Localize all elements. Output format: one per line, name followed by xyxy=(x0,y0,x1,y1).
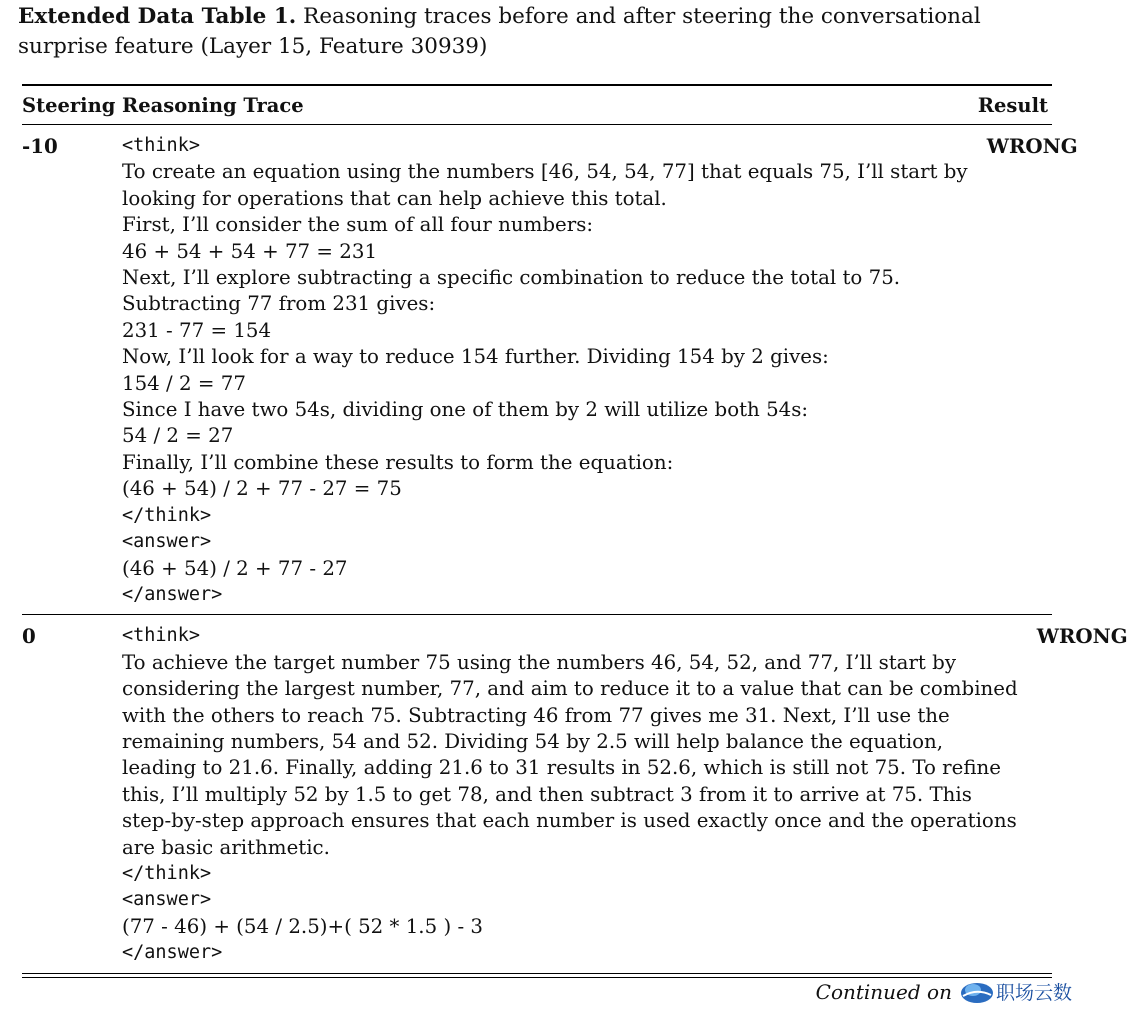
trace-line: To achieve the target number 75 using the numbers 46, 54, 52, and 77, I’ll start by xyxy=(122,650,956,674)
steering-value: -10 xyxy=(22,134,58,158)
trace-line: 46 + 54 + 54 + 77 = 231 xyxy=(122,239,378,263)
trace-tag: </answer> xyxy=(122,583,223,605)
header-steering: Steering xyxy=(22,93,116,117)
trace-tag: <answer> xyxy=(122,889,212,911)
header-result: Result xyxy=(977,93,1048,117)
trace-line: considering the largest number, 77, and aim to reduce it to a value that can be combined xyxy=(122,677,1018,701)
caption-text: Reasoning traces before and after steering the conversational surprise feature (Layer 15, Feature 30939) xyxy=(18,4,981,59)
result-value: WRONG xyxy=(986,134,1078,158)
table-caption xyxy=(18,2,1068,62)
trace-line: with the others to reach 75. Subtracting 46 from 77 gives me 31. Next, I’ll use the xyxy=(122,703,950,727)
bottom-rule xyxy=(22,973,1052,978)
trace-tag: <think> xyxy=(122,135,200,156)
reasoning-table xyxy=(22,84,1128,978)
trace-line: Finally, I’ll combine these results to form the equation: xyxy=(122,450,674,474)
trace-tag: </answer> xyxy=(122,942,223,964)
trace-line: 231 - 77 = 154 xyxy=(122,318,272,342)
trace-line: Now, I’ll look for a way to reduce 154 further. Dividing 154 by 2 gives: xyxy=(122,345,829,369)
trace-line: step-by-step approach ensures that each number is used exactly once and the operations xyxy=(122,809,1017,833)
result-value: WRONG xyxy=(1036,624,1128,649)
trace-tag: <answer> xyxy=(122,531,212,553)
table-header xyxy=(22,86,1052,124)
trace-line: 154 / 2 = 77 xyxy=(122,371,246,395)
trace-line: 54 / 2 = 27 xyxy=(122,424,234,448)
trace-line: (77 - 46) + (54 / 2.5)+( 52 * 1.5 ) - 3 xyxy=(122,914,484,938)
trace-line: are basic arithmetic. xyxy=(122,835,330,859)
trace-tag: </think> xyxy=(122,862,212,884)
continued-text: Continued on xyxy=(815,979,952,1004)
trace-line: To create an equation using the numbers [46, 54, 54, 77] that equals 75, I’ll start by xyxy=(122,160,968,184)
trace-tag: <think> xyxy=(122,625,200,647)
trace-line: leading to 21.6. Finally, adding 21.6 to 31 results in 52.6, which is still not 75. To refine xyxy=(122,756,1001,780)
table-row xyxy=(22,125,1078,614)
reasoning-trace xyxy=(122,623,1018,966)
trace-line: First, I’ll consider the sum of all four numbers: xyxy=(122,213,594,237)
trace-line: (46 + 54) / 2 + 77 - 27 = 75 xyxy=(122,477,402,501)
trace-line: looking for operations that can help achieve this total. xyxy=(122,186,667,210)
trace-line: Since I have two 54s, dividing one of them by 2 will utilize both 54s: xyxy=(122,398,809,422)
page-footer xyxy=(816,978,1072,1005)
header-trace: Reasoning Trace xyxy=(122,93,304,117)
watermark xyxy=(960,978,1072,1005)
trace-line: this, I’ll multiply 52 by 1.5 to get 78, and then subtract 3 from it to arrive at 75. This xyxy=(122,782,972,806)
trace-line: Next, I’ll explore subtracting a specific combination to reduce the total to 75. xyxy=(122,266,901,290)
cloud-logo-icon xyxy=(960,979,994,1005)
caption-label: Extended Data Table 1. xyxy=(18,4,297,29)
trace-line: remaining numbers, 54 and 52. Dividing 54 by 2.5 will help balance the equation, xyxy=(122,729,944,753)
trace-line: (46 + 54) / 2 + 77 - 27 xyxy=(122,556,348,580)
watermark-text: 职场云数 xyxy=(995,982,1072,1004)
trace-line: Subtracting 77 from 231 gives: xyxy=(122,292,436,316)
table-body xyxy=(22,125,1128,973)
steering-value: 0 xyxy=(22,624,36,649)
table-row xyxy=(22,615,1128,972)
trace-tag: </think> xyxy=(122,504,212,526)
reasoning-trace xyxy=(122,133,968,608)
